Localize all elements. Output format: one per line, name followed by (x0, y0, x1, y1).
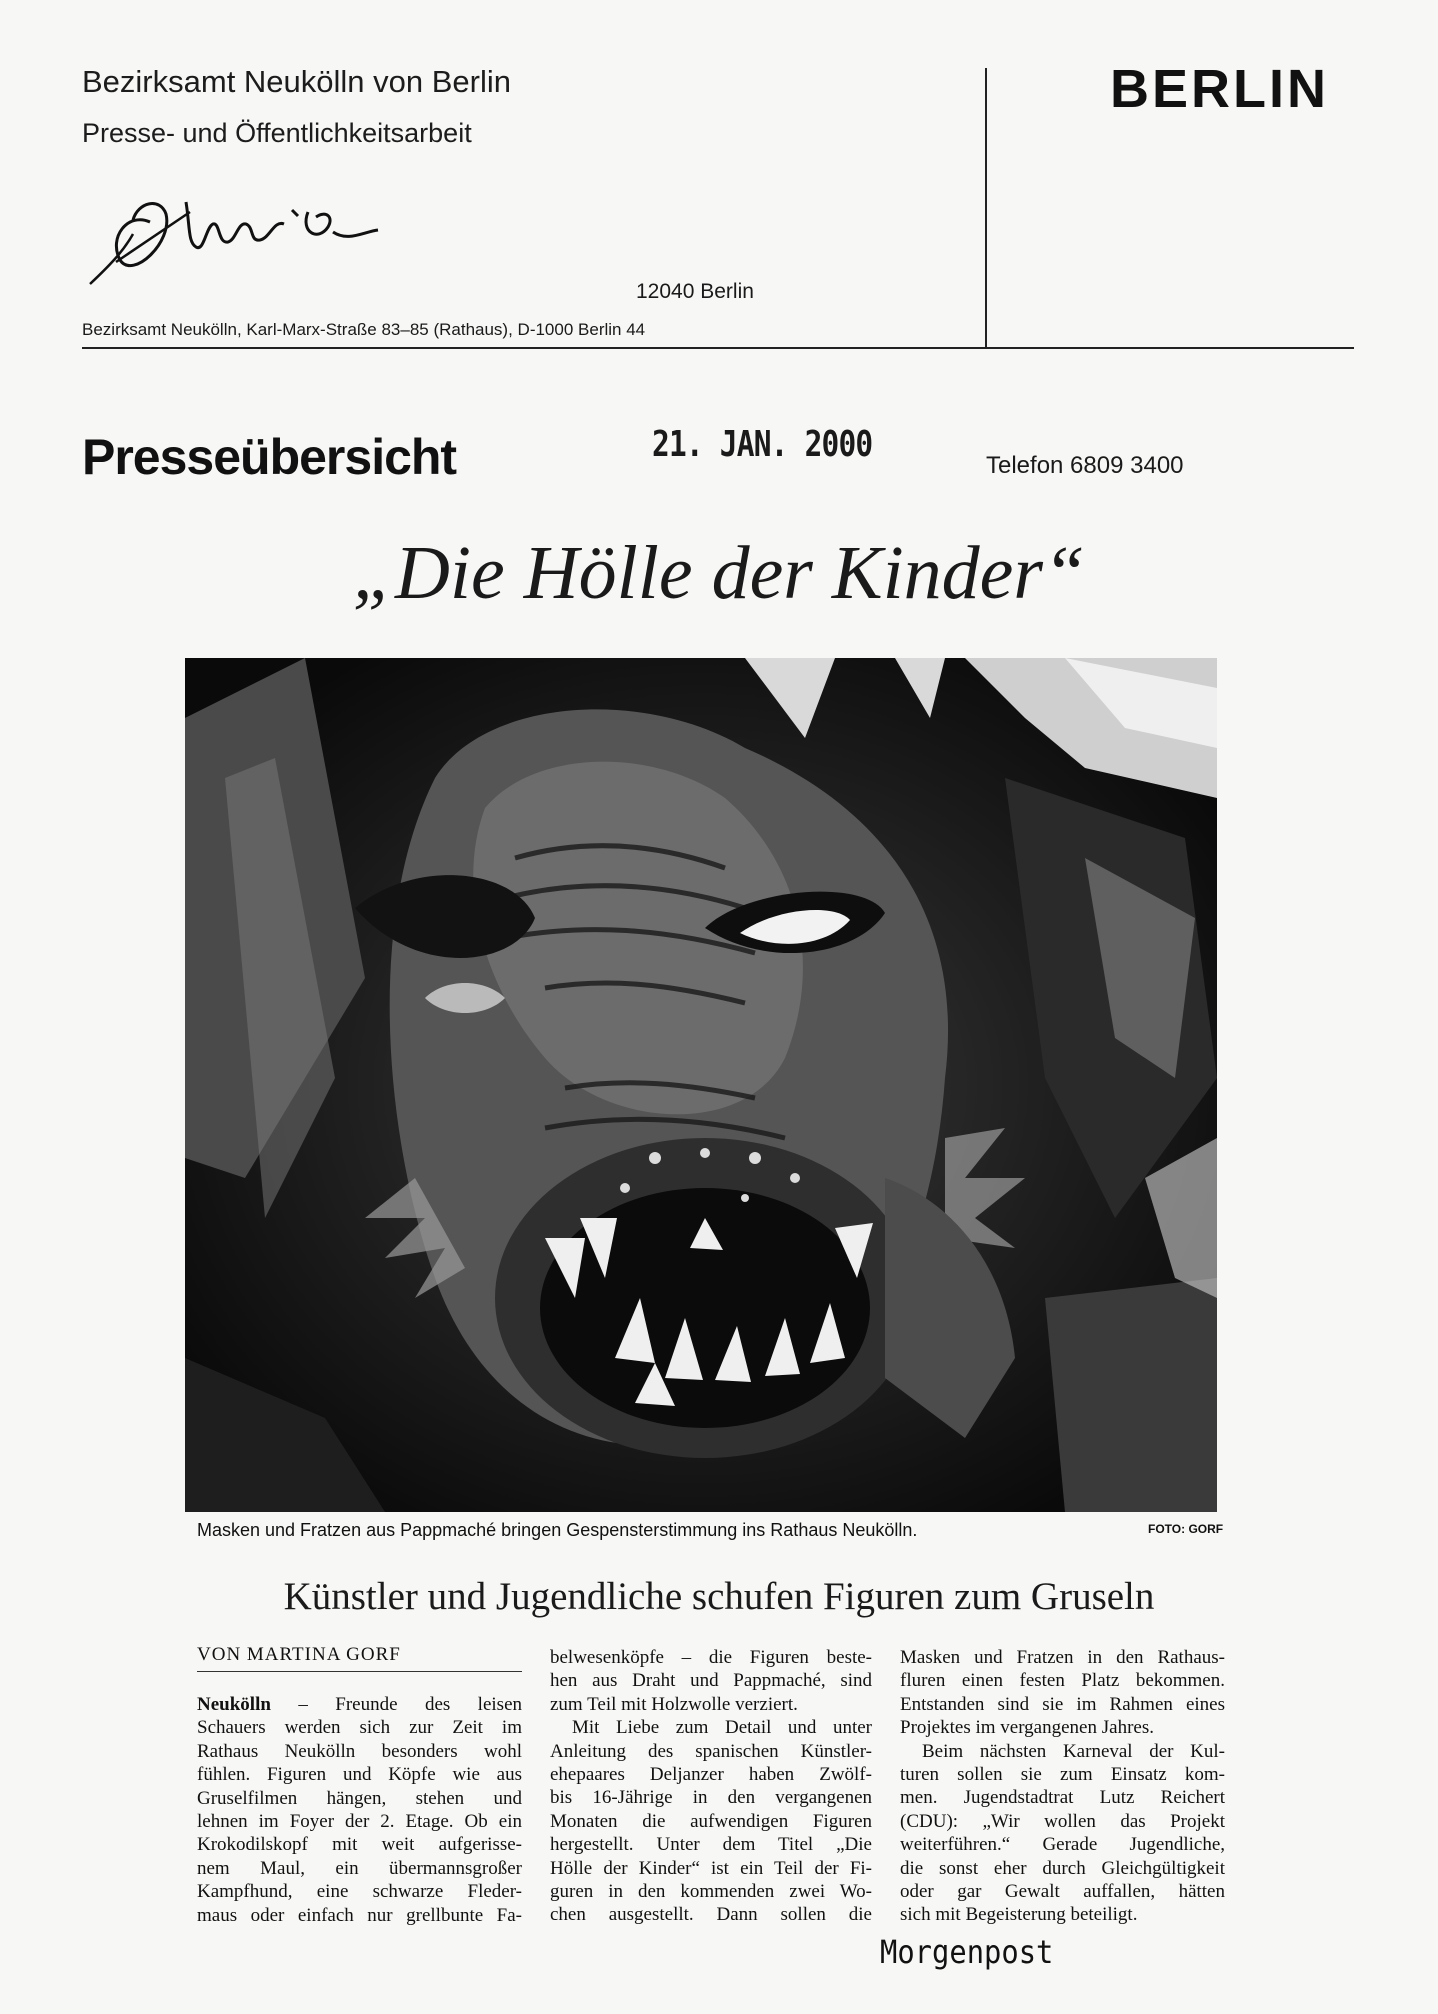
article-headline: „Die Hölle der Kinder“ (352, 531, 1086, 615)
column-line: Krokodilskopf mit weit aufgerisse- (197, 1834, 522, 1856)
department-name: Presse- und Öffentlichkeitsarbeit (82, 118, 472, 148)
column-line: hergestellt. Unter dem Titel „Die (550, 1834, 872, 1856)
column-line: Entstanden sind sie im Rahmen eines (900, 1693, 1225, 1715)
column-line: Neukölln – Freunde des leisen (197, 1694, 522, 1715)
byline: VON MARTINA GORF (197, 1644, 401, 1665)
postal-code: 12040 Berlin (636, 280, 754, 303)
page-title: Presseübersicht (82, 429, 457, 485)
column-line: Kampfhund, eine schwarze Fleder- (197, 1881, 522, 1903)
dateline: Neukölln (197, 1694, 271, 1715)
photo-caption: Masken und Fratzen aus Pappmaché bringen Gespensterstimmung ins Rathaus Neukölln. (197, 1520, 918, 1540)
column-line: Beim nächsten Karneval der Kul- (922, 1740, 1225, 1762)
address-line: Bezirksamt Neukölln, Karl-Marx-Straße 83–85 (Rathaus), D-1000 Berlin 44 (82, 320, 646, 339)
column-line: weiterführen.“ Gerade Jugendliche, (900, 1834, 1225, 1856)
column-line: nem Maul, ein übermannsgroßer (197, 1857, 522, 1879)
letterhead-divider (985, 68, 987, 348)
column-line: Schauers werden sich zur Zeit im (197, 1717, 522, 1739)
date-stamp: 21. JAN. 2000 (652, 424, 873, 465)
signature-icon (78, 172, 408, 292)
column-line: sich mit Begeisterung beteiligt. (900, 1904, 1138, 1926)
article-column-3 (900, 1646, 1225, 1927)
source-stamp: Morgenpost (880, 1933, 1054, 1971)
column-line: die sonst eher durch Gleichgültigkeit (900, 1857, 1225, 1879)
column-line: oder gar Gewalt auffallen, hätten (900, 1880, 1225, 1902)
office-name: Bezirksamt Neukölln von Berlin (82, 64, 512, 99)
column-line: Mit Liebe zum Detail und unter (572, 1717, 872, 1739)
column-line: chen ausgestellt. Dann sollen die (550, 1904, 872, 1926)
column-line: ehepaares Deljanzer haben Zwölf- (550, 1763, 872, 1785)
column-line: lehnen im Foyer der 2. Etage. Ob ein (197, 1810, 522, 1832)
article-column-2 (550, 1646, 872, 1927)
column-line: Anleitung des spanischen Künstler- (550, 1740, 872, 1762)
column-line: Gruselfilmen hängen, stehen und (197, 1787, 522, 1809)
byline-rule (197, 1671, 522, 1672)
photo-credit: FOTO: GORF (1148, 1522, 1224, 1536)
column-line: Rathaus Neukölln besonders wohl (197, 1740, 522, 1762)
column-line: zum Teil mit Holzwolle verziert. (550, 1693, 798, 1715)
column-line: hen aus Draht und Pappmaché, sind (550, 1670, 872, 1692)
column-line: bis 16-Jährige in den vergangenen (550, 1787, 872, 1809)
column-line: Masken und Fratzen in den Rathaus- (900, 1647, 1225, 1668)
column-line: Projektes im vergangenen Jahres. (900, 1717, 1154, 1739)
column-line: (CDU): „Wir wollen das Projekt (900, 1810, 1225, 1832)
article-subheadline: Künstler und Jugendliche schufen Figuren zum Gruseln (283, 1575, 1155, 1618)
column-line: fluren einen festen Platz bekommen. (900, 1670, 1225, 1692)
column-line: guren in den kommenden zwei Wo- (550, 1880, 872, 1902)
column-line: turen sollen sie zum Einsatz kom- (900, 1763, 1225, 1785)
monster-mask-photo (185, 658, 1217, 1512)
column-line: Monaten die aufwendigen Figuren (550, 1810, 872, 1832)
letterhead-rule (82, 347, 1354, 349)
column-line: belwesenköpfe – die Figuren beste- (550, 1647, 872, 1668)
berlin-logo: BERLIN (1110, 59, 1329, 119)
column-line: men. Jugendstadtrat Lutz Reichert (900, 1787, 1225, 1809)
column-line: Hölle der Kinder“ ist ein Teil der Fi- (550, 1857, 872, 1879)
column-line: maus oder einfach nur grellbunte Fa- (197, 1904, 522, 1926)
phone-number: Telefon 6809 3400 (986, 452, 1184, 479)
column-line: fühlen. Figuren und Köpfe wie aus (197, 1764, 522, 1786)
article-column-1 (197, 1693, 522, 1927)
